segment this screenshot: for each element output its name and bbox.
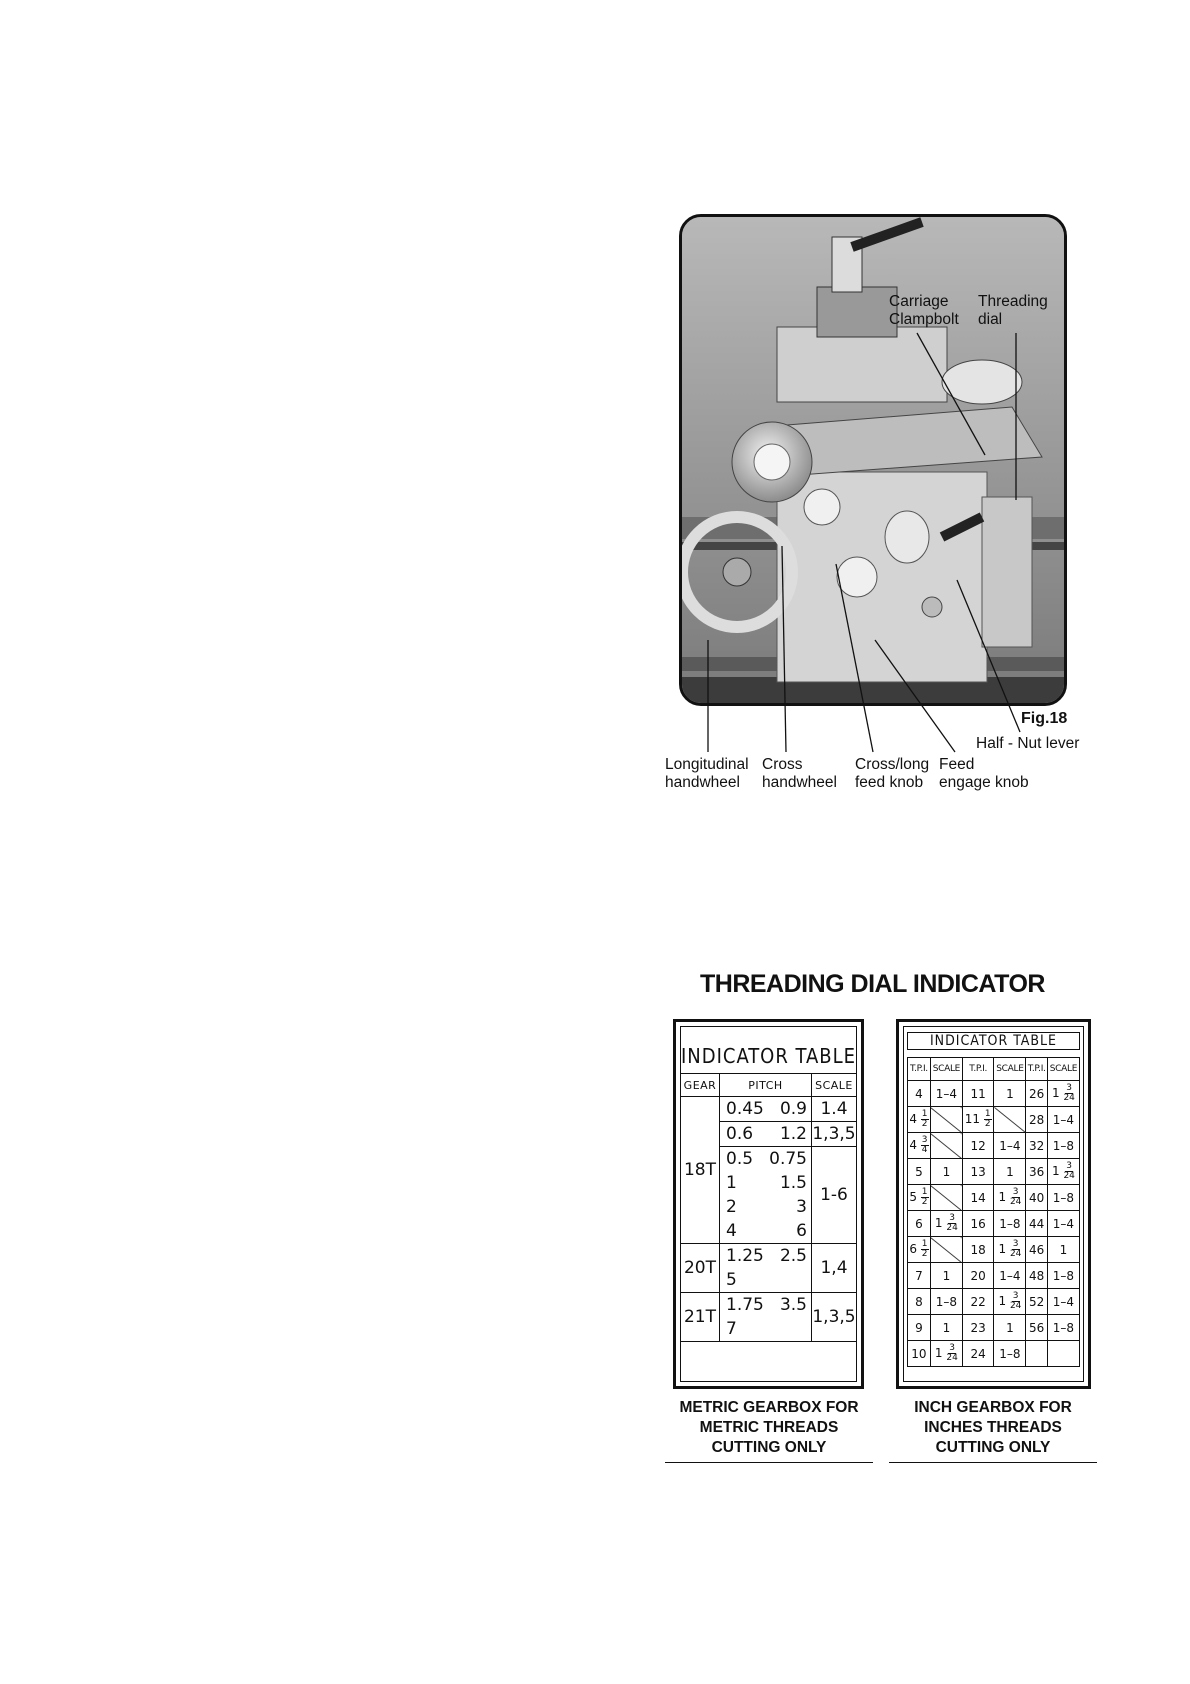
metric-pitch-value: 5 [726,1270,737,1290]
metric-pitch-cell [720,1122,812,1147]
inch-cell: 24 [962,1341,993,1367]
callout-text: handwheel [762,774,837,791]
leader-half-nut-lever [957,580,1020,732]
caption-line: METRIC GEARBOX FOR [679,1399,859,1416]
metric-pitch-cell [720,1293,812,1318]
inch-fraction-denominator: 24 [1009,1249,1022,1259]
inch-cell: 8 [908,1289,931,1315]
metric-table-title: INDICATOR TABLE [680,1044,857,1068]
inch-cell: 13 [962,1159,993,1185]
metric-indicator-table [673,1019,864,1389]
callout-text: engage knob [939,774,1029,791]
metric-pitch-pair [720,1295,811,1315]
inch-cell [1047,1341,1079,1367]
inch-row [908,1107,1080,1133]
callout-text: handwheel [665,774,740,791]
metric-row [681,1244,857,1269]
inch-cell [930,1341,962,1367]
inch-fraction-numerator: 3 [949,1213,955,1223]
inch-cell: 1 [930,1263,962,1289]
metric-pitch-value: 3 [796,1197,807,1217]
inch-header-cell: T.P.I. [1026,1058,1047,1081]
metric-scale-cell: 1,3,5 [812,1122,857,1147]
metric-pitch-value: 0.5 [726,1149,754,1169]
metric-pitch-value: 2 [726,1197,737,1217]
inch-whole-number: 1 [998,1242,1010,1256]
inch-cell: 26 [1026,1081,1047,1107]
inch-fraction-denominator: 2 [921,1119,928,1129]
leader-feed-engage-knob [875,640,955,752]
inch-fraction [946,1214,957,1233]
inch-cell: 1–8 [1047,1263,1079,1289]
inch-fraction-numerator: 3 [1066,1083,1073,1093]
metric-gear-cell: 18T [681,1097,720,1244]
inch-whole-number: 4 [909,1112,921,1126]
inch-not-applicable-cell [930,1185,962,1211]
inch-fraction-denominator: 2 [921,1197,928,1207]
inch-fraction-denominator: 24 [946,1223,958,1233]
inch-fraction-denominator: 4 [921,1145,928,1155]
inch-whole-number: 6 [909,1242,921,1256]
inch-cell: 23 [962,1315,993,1341]
metric-header-cell: GEAR [681,1074,720,1097]
inch-fraction [946,1344,957,1363]
inch-fraction-numerator: 1 [921,1187,928,1197]
metric-pitch-cell [720,1195,812,1219]
inch-fraction-denominator: 24 [1009,1301,1022,1311]
inch-fraction [1010,1240,1021,1259]
inch-cell [908,1185,931,1211]
callout-text: feed knob [855,774,924,791]
inch-fraction-numerator: 3 [1012,1291,1019,1301]
caption-line: METRIC THREADS [699,1419,839,1436]
metric-row [681,1293,857,1318]
caption-line: CUTTING ONLY [711,1439,827,1456]
inch-whole-number: 11 [964,1112,984,1126]
inch-cell: 1–8 [994,1341,1026,1367]
inch-tpi-grid [907,1057,1080,1367]
inch-header-cell: SCALE [994,1058,1026,1081]
inch-whole-number: 1 [1051,1086,1064,1100]
metric-pitch-value: 0.9 [779,1099,807,1119]
inch-cell: 28 [1026,1107,1047,1133]
callout-half-nut-lever: Half - Nut lever [976,735,1080,752]
inch-cell [908,1107,931,1133]
inch-cell [1026,1341,1047,1367]
inch-whole-number: 4 [909,1138,921,1152]
metric-pitch-pair [720,1173,811,1193]
inch-fraction-denominator: 24 [946,1353,958,1363]
metric-pitch-pair [720,1149,811,1169]
inch-fraction-numerator: 3 [1012,1187,1019,1197]
inch-fraction-numerator: 1 [921,1239,928,1249]
inch-cell: 18 [962,1237,993,1263]
metric-row [681,1097,857,1122]
inch-whole-number: 1 [1051,1164,1064,1178]
inch-whole-number: 5 [909,1190,921,1204]
metric-pitch-pair [720,1270,811,1290]
inch-cell: 1–4 [994,1133,1026,1159]
inch-cell: 1–8 [994,1211,1026,1237]
inch-cell: 14 [962,1185,993,1211]
metric-pitch-value: 2.5 [779,1246,807,1266]
inch-cell: 1 [994,1159,1026,1185]
leader-cross-handwheel [782,546,786,752]
inch-fraction-denominator: 2 [921,1249,928,1259]
callout-text: Cross/long [855,756,930,773]
figure-label: Fig.18 [1021,710,1068,727]
leader-carriage-clampbolt [917,333,985,455]
inch-cell: 10 [908,1341,931,1367]
metric-pitch-value: 7 [726,1319,737,1339]
inch-cell: 1 [994,1315,1026,1341]
metric-pitch-cell [720,1317,812,1342]
inch-fraction-numerator: 3 [1012,1239,1019,1249]
inch-cell: 1–8 [1047,1185,1079,1211]
metric-pitch-pair [720,1124,811,1144]
inch-cell [1047,1159,1079,1185]
inch-fraction [1010,1292,1021,1311]
inch-cell [994,1289,1026,1315]
inch-cell: 22 [962,1289,993,1315]
inch-row [908,1159,1080,1185]
inch-row [908,1081,1080,1107]
inch-cell: 52 [1026,1289,1047,1315]
inch-header-cell: T.P.I. [908,1058,931,1081]
metric-gear-cell: 20T [681,1244,720,1293]
inch-row [908,1341,1080,1367]
inch-cell: 1–8 [1047,1315,1079,1341]
inch-cell: 6 [908,1211,931,1237]
inch-cell: 1–8 [930,1289,962,1315]
inch-not-applicable-cell [930,1133,962,1159]
metric-caption-rule [665,1462,873,1463]
inch-fraction-numerator: 1 [921,1109,928,1119]
metric-pitch-pair [720,1099,811,1119]
inch-row [908,1237,1080,1263]
callout-text: Threading [978,293,1048,310]
callout-text: Clampbolt [889,311,959,328]
inch-cell [908,1133,931,1159]
metric-pitch-value: 1.25 [726,1246,764,1266]
inch-caption-rule [889,1462,1097,1463]
inch-cell: 1–4 [930,1081,962,1107]
inch-fraction-denominator: 24 [1009,1197,1022,1207]
inch-whole-number: 1 [998,1294,1010,1308]
inch-cell [1047,1081,1079,1107]
inch-cell: 1 [1047,1237,1079,1263]
inch-cell: 16 [962,1211,993,1237]
inch-cell: 1–4 [1047,1289,1079,1315]
inch-cell: 11 [962,1081,993,1107]
inch-cell [962,1107,993,1133]
caption-line: INCHES THREADS [924,1419,1062,1436]
callout-text: Longitudinal [665,756,749,773]
inch-cell [908,1237,931,1263]
metric-pitch-pair [720,1197,811,1217]
metric-pitch-pair [720,1246,811,1266]
inch-cell: 32 [1026,1133,1047,1159]
inch-row [908,1211,1080,1237]
inch-cell: 48 [1026,1263,1047,1289]
inch-cell: 7 [908,1263,931,1289]
inch-fraction-denominator: 24 [1063,1171,1075,1181]
inch-header-cell: SCALE [1047,1058,1079,1081]
metric-pitch-value: 4 [726,1221,737,1241]
caption-line: CUTTING ONLY [935,1439,1051,1456]
inch-fraction-numerator: 3 [949,1343,955,1353]
inch-fraction [921,1240,929,1259]
inch-table-title: INDICATOR TABLE [907,1032,1080,1050]
metric-pitch-value: 6 [796,1221,807,1241]
inch-cell: 9 [908,1315,931,1341]
inch-whole-number: 1 [934,1216,947,1230]
inch-fraction-numerator: 1 [984,1109,991,1119]
metric-pitch-cell [720,1244,812,1269]
metric-pitch-grid [680,1073,857,1342]
inch-cell: 46 [1026,1237,1047,1263]
inch-caption [889,1398,1097,1458]
inch-header-cell: T.P.I. [962,1058,993,1081]
inch-cell: 1–4 [1047,1211,1079,1237]
inch-fraction [921,1188,929,1207]
metric-scale-cell: 1,4 [812,1244,857,1293]
inch-header-row [908,1058,1080,1081]
metric-pitch-value: 1.75 [726,1295,764,1315]
metric-pitch-cell [720,1171,812,1195]
inch-cell: 56 [1026,1315,1047,1341]
inch-not-applicable-cell [930,1237,962,1263]
inch-fraction [921,1110,929,1129]
inch-not-applicable-cell [994,1107,1026,1133]
metric-pitch-cell [720,1268,812,1293]
metric-scale-cell: 1-6 [812,1147,857,1244]
metric-pitch-value: 3.5 [779,1295,807,1315]
inch-row [908,1185,1080,1211]
metric-pitch-value: 0.75 [769,1149,807,1169]
inch-cell: 4 [908,1081,931,1107]
inch-fraction [1063,1084,1074,1103]
metric-caption [665,1398,873,1458]
callout-text: Feed [939,756,975,773]
inch-cell: 1 [930,1315,962,1341]
metric-header-cell: SCALE [812,1074,857,1097]
metric-pitch-value: 0.6 [726,1124,754,1144]
inch-fraction-numerator: 3 [1066,1161,1073,1171]
metric-pitch-cell [720,1147,812,1172]
inch-cell [994,1185,1026,1211]
inch-cell: 1 [994,1081,1026,1107]
caption-line: INCH GEARBOX FOR [914,1399,1072,1416]
inch-cell [930,1211,962,1237]
inch-fraction [1063,1162,1074,1181]
inch-cell [994,1237,1026,1263]
inch-whole-number: 1 [934,1346,947,1360]
metric-pitch-value: 1.2 [779,1124,807,1144]
callout-text: Cross [762,756,803,773]
inch-header-cell: SCALE [930,1058,962,1081]
inch-not-applicable-cell [930,1107,962,1133]
metric-pitch-pair [720,1319,811,1339]
inch-fraction-numerator: 3 [921,1135,928,1145]
metric-pitch-cell [720,1097,812,1122]
inch-indicator-table [896,1019,1091,1389]
inch-whole-number: 1 [998,1190,1010,1204]
metric-pitch-value: 0.45 [726,1099,764,1119]
inch-row [908,1133,1080,1159]
inch-cell: 1–4 [1047,1107,1079,1133]
dial-indicator-title: THREADING DIAL INDICATOR [700,970,1045,998]
inch-row [908,1289,1080,1315]
inch-cell: 1–8 [1047,1133,1079,1159]
callout-text: Carriage [889,293,949,310]
inch-fraction-denominator: 24 [1063,1093,1075,1103]
inch-fraction [984,1110,992,1129]
inch-cell: 40 [1026,1185,1047,1211]
inch-cell: 1 [930,1159,962,1185]
inch-fraction [921,1136,929,1155]
inch-cell: 12 [962,1133,993,1159]
metric-scale-cell: 1,3,5 [812,1293,857,1342]
leader-cross-long-feed-knob [836,564,873,752]
metric-scale-cell: 1.4 [812,1097,857,1122]
metric-gear-cell: 21T [681,1293,720,1342]
inch-cell: 20 [962,1263,993,1289]
inch-cell: 36 [1026,1159,1047,1185]
metric-header-row [681,1074,857,1097]
inch-cell: 5 [908,1159,931,1185]
inch-row [908,1315,1080,1341]
metric-pitch-pair [720,1221,811,1241]
metric-pitch-value: 1 [726,1173,737,1193]
metric-header-cell: PITCH [720,1074,812,1097]
inch-cell: 44 [1026,1211,1047,1237]
metric-pitch-cell [720,1219,812,1244]
inch-fraction [1010,1188,1021,1207]
inch-fraction-denominator: 2 [984,1119,991,1129]
metric-pitch-value: 1.5 [779,1173,807,1193]
inch-row [908,1263,1080,1289]
inch-cell: 1–4 [994,1263,1026,1289]
callout-text: dial [978,311,1003,328]
